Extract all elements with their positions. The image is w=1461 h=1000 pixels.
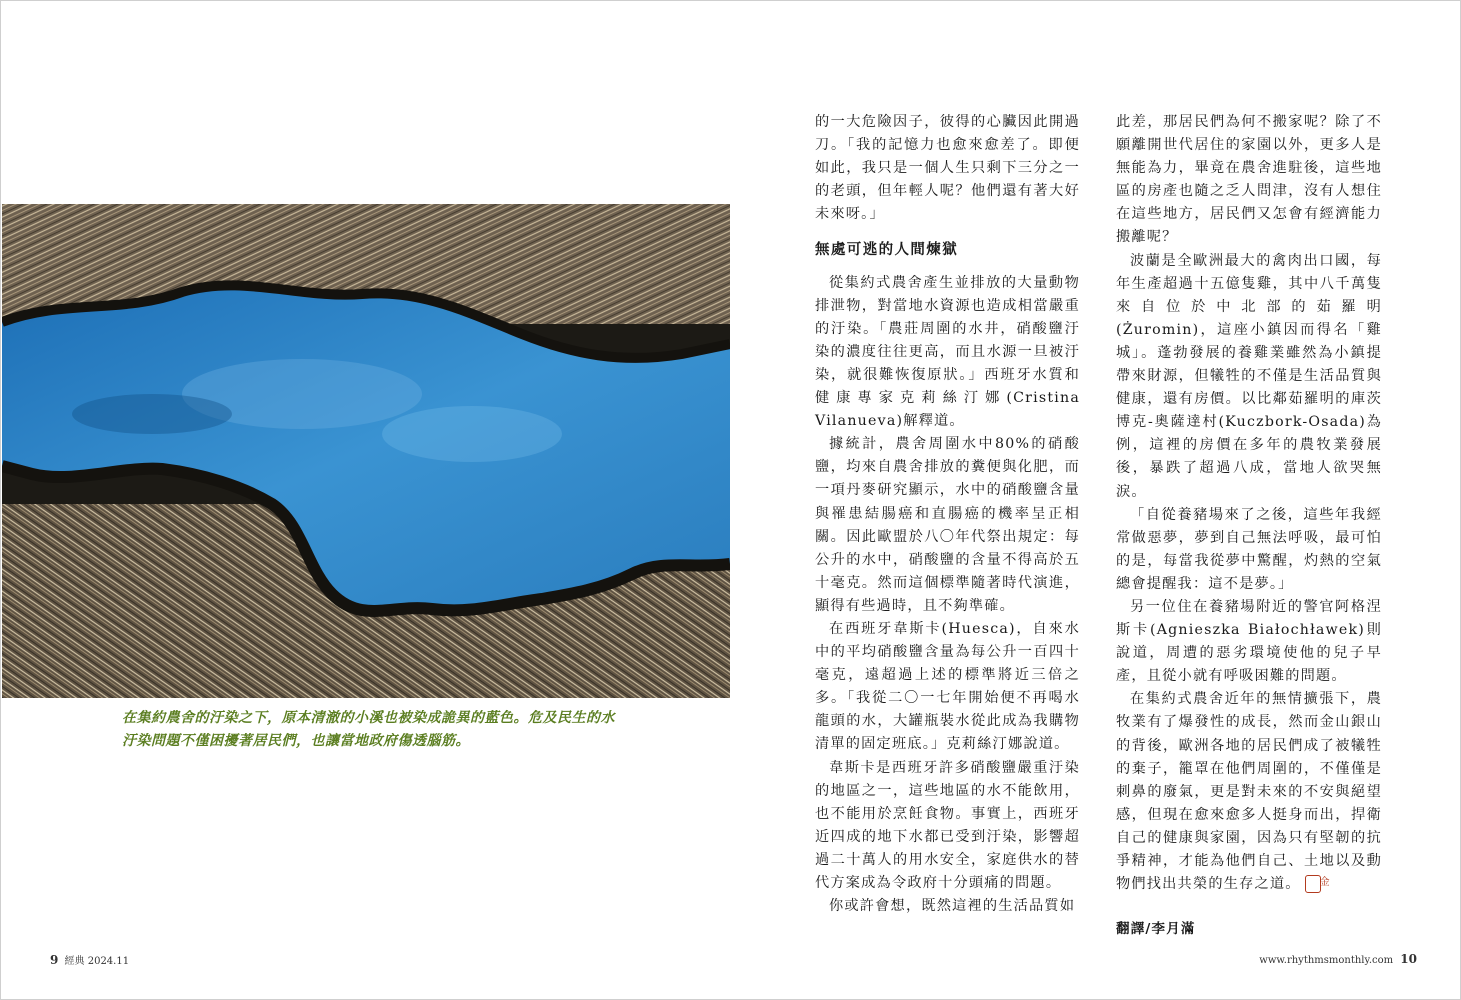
photo-caption: 在集約農舍的汙染之下，原本清澈的小溪也被染成詭異的藍色。危及民生的水汙染問題不僅困擾著居民們，也讓當地政府傷透腦筋。 <box>122 710 615 749</box>
text-column-right <box>1116 111 1382 941</box>
paragraph: 波蘭是全歐洲最大的禽肉出口國，每年生產超過十五億隻雞，其中八千萬隻來自位於中北部的茹羅明(Żuromin)，這座小鎮因而得名「雞城」。蓬勃發展的養雞業雖然為小鎮提帶來財源，但犧牲的不僅是生活品質與健康，還有房價。以比鄰茹羅明的庫茨博克-奧薩達村(Kuczbork-Osada)為例，這裡的房價在多年的農牧業發展後，暴跌了超過八成，當地人欲哭無淚。 <box>1116 252 1382 500</box>
folio-left <box>50 952 129 967</box>
paragraph: 在西班牙韋斯卡(Huesca)，自來水中的平均硝酸鹽含量為每公升一百四十毫克，遠超過上述的標準將近三倍之多。「我從二〇一七年開始便不再喝水龍頭的水，大罐瓶裝水從此成為我購物清單的固定班底。」克莉絲汀娜說道。 <box>815 620 1080 753</box>
page-number-right: 10 <box>1400 952 1417 966</box>
page-number-left: 9 <box>50 953 59 967</box>
paragraph: 韋斯卡是西班牙許多硝酸鹽嚴重汙染的地區之一，這些地區的水不能飲用，也不能用於烹飪食物。事實上，西班牙近四成的地下水都已受到汙染，影響超過二十萬人的用水安全，家庭供水的替代方案成為令政府十分頭痛的問題。 <box>815 759 1080 891</box>
paragraph: 此差，那居民們為何不搬家呢？除了不願離開世代居住的家園以外，更多人是無能為力，畢竟在農舍進駐後，這些地區的房產也隨之乏人問津，沒有人想住在這些地方，居民們又怎會有經濟能力搬離呢？ <box>1116 114 1382 246</box>
section-heading: 無處可逃的人間煉獄 <box>815 242 959 259</box>
paragraph-text: 在集約式農舍近年的無情擴張下，農牧業有了爆發性的成長，然而金山銀山的背後，歐洲各地的居民們成了被犧牲的棄子，籠罩在他們周圍的，不僅僅是刺鼻的廢氣，更是對未來的不安與絕望感，但現在愈來愈多人挺身而出，捍衛自己的健康與家園，因為只有堅韌的抗爭精神，才能為他們自己、土地以及動物們找出共榮的生存之道。 <box>1116 691 1382 893</box>
folio-right <box>1259 952 1417 966</box>
magazine-issue: 經典 2024.11 <box>64 956 130 967</box>
magazine-url: www.rhythmsmonthly.com <box>1259 955 1394 966</box>
paragraph <box>1116 688 1382 896</box>
end-seal-icon: 金 <box>1305 875 1321 893</box>
paragraph: 「自從養豬場來了之後，這些年我經常做惡夢，夢到自己無法呼吸，最可怕的是，每當我從夢中驚醒，灼熱的空氣總會提醒我：這不是夢。」 <box>1116 506 1382 592</box>
paragraph: 你或許會想，既然這裡的生活品質如 <box>829 898 1076 915</box>
text-column-left <box>815 111 1080 918</box>
paragraph: 從集約式農舍產生並排放的大量動物排泄物，對當地水資源也造成相當嚴重的汙染。「農莊周圍的水井，硝酸鹽汙染的濃度往往更高，而且水源一旦被汙染，就很難恢復原狀。」西班牙水質和健康專家克莉絲汀娜(Cristina Vilanueva)解釋道。 <box>815 274 1080 430</box>
blue-creek-photo <box>2 204 730 698</box>
paragraph: 另一位住在養豬場附近的警官阿格涅斯卡(Agnieszka Białochławek)則說道，周遭的惡劣環境使他的兒子早產，且從小就有呼吸困難的問題。 <box>1116 598 1382 685</box>
translator-credit: 翻譯/李月滿 <box>1116 921 1196 938</box>
paragraph: 據統計，農舍周圍水中80%的硝酸鹽，均來自農舍排放的糞便與化肥，而一項丹麥研究顯示，水中的硝酸鹽含量與罹患結腸癌和直腸癌的機率呈正相關。因此歐盟於八〇年代祭出規定：每公升的水中，硝酸鹽的含量不得高於五十毫克。然而這個標準隨著時代演進，顯得有些過時，且不夠準確。 <box>815 436 1080 614</box>
paragraph: 的一大危險因子，彼得的心臟因此開過刀。「我的記憶力也愈來愈差了。即便如此，我只是一個人生只剩下三分之一的老頭，但年輕人呢？他們還有著大好未來呀。」 <box>815 114 1080 223</box>
